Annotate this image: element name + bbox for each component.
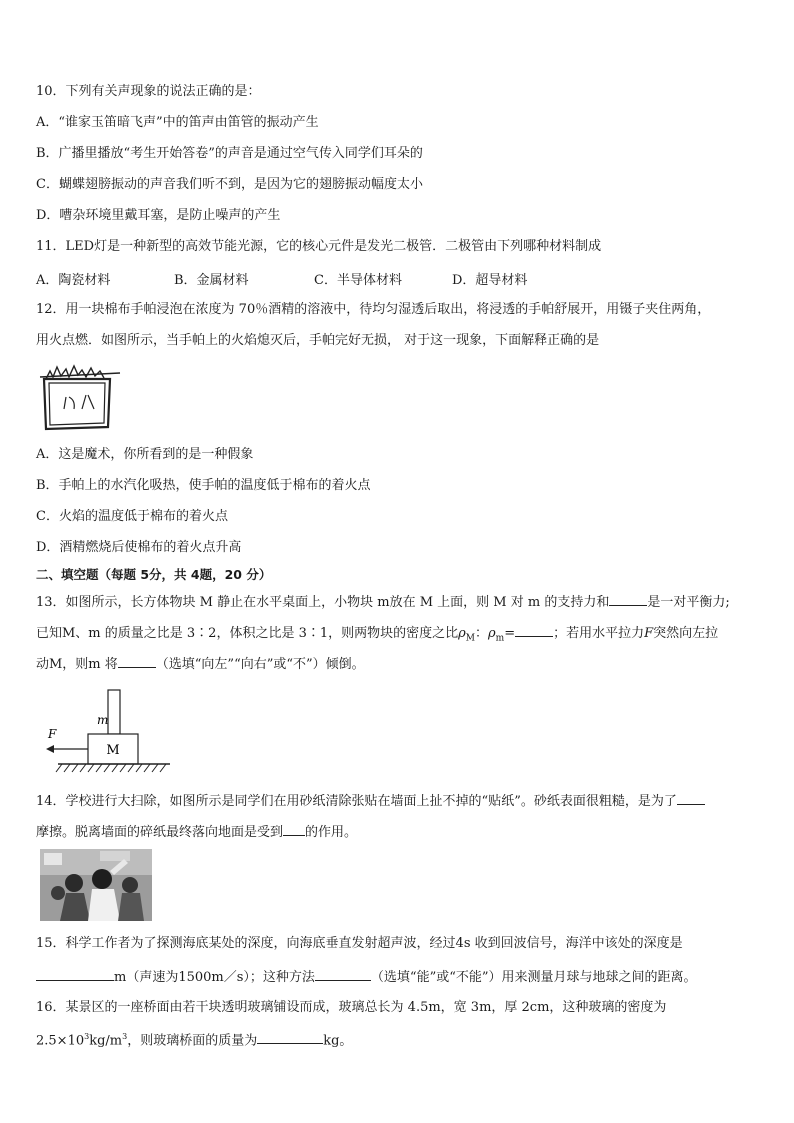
q13-line3 — [36, 653, 365, 674]
q15-blank1[interactable] — [36, 966, 114, 981]
q14-line2-text: 摩擦。脱离墙面的碎纸最终落向地面是受到 — [36, 825, 284, 840]
q12-stem-line1: 12．用一块棉布手帕浸泡在浓度为 70％酒精的溶液中，待均匀湿透后取出，将浸透的手帕舒展开，用镊子夹住两角， — [36, 302, 711, 317]
q11-options — [36, 269, 596, 287]
q15-line2-tail: （选填“能”或“不能”）用来测量月球与地球之间的距离。 — [370, 970, 697, 985]
q16-line2 — [36, 1028, 352, 1050]
q11-option-b: B．金属材料 — [174, 273, 249, 288]
q16-exponent: 3 — [84, 1032, 90, 1041]
q12-stem-line2: 用火点燃．如图所示，当手帕上的火焰熄灭后，手帕完好无损， 对于这一现象，下面解释正确的是 — [36, 333, 600, 348]
q16-unit-exponent: 3 — [122, 1032, 128, 1041]
q14-line2 — [36, 821, 357, 842]
q12-option-b: B．手帕上的水汽化吸热，使手帕的温度低于棉布的着火点 — [36, 478, 371, 493]
q13-line2 — [36, 622, 718, 648]
q13-line1 — [36, 591, 730, 612]
equals-sign: = — [504, 626, 516, 641]
q16-density-unit: kg/m — [89, 1033, 123, 1049]
q11-option-c: C．半导体材料 — [314, 273, 402, 288]
force-arrow-head — [46, 745, 54, 753]
q12-option-c: C．火焰的温度低于棉布的着火点 — [36, 509, 228, 524]
q14-line2-tail: 的作用。 — [305, 825, 358, 840]
q11-option-d: D．超导材料 — [452, 273, 528, 288]
q14-blank2[interactable] — [283, 821, 305, 836]
q14-blank1[interactable] — [677, 790, 705, 805]
rho-symbol-2: ρ — [488, 626, 496, 641]
small-block-m — [108, 690, 120, 734]
q12-option-d: D．酒精燃烧后使棉布的着火点升高 — [36, 540, 242, 555]
q15-blank2[interactable] — [315, 966, 371, 981]
q13-line2-text: 已知M、m 的质量之比是 3∶2，体积之比是 3∶1，则两物块的密度之比 — [36, 626, 459, 641]
q10-option-c: C．蝴蝶翅膀振动的声音我们听不到，是因为它的翅膀振动幅度太小 — [36, 177, 423, 192]
q14-line1-text: 14．学校进行大扫除，如图所示是同学们在用砂纸清除张贴在墙面上扯不掉的“贴纸”。砂纸表面很粗糙，是为了 — [36, 794, 677, 809]
q13-blank3[interactable] — [118, 653, 156, 668]
q13-blank1[interactable] — [609, 591, 647, 606]
rho-sub-m: m — [495, 633, 505, 644]
handkerchief-figure — [38, 363, 122, 433]
q13-line1-tail: 是一对平衡力; — [647, 595, 730, 610]
ratio-colon: ： — [475, 626, 489, 641]
q13-line2-tail: 突然向左拉 — [653, 626, 719, 641]
cleaning-photo-image — [40, 849, 152, 921]
q13-line2-mid: ；若用水平拉力 — [553, 626, 645, 641]
q16-line2-text: ，则玻璃桥面的质量为 — [127, 1033, 258, 1049]
q10-option-a: A．“谁家玉笛暗飞声”中的笛声由笛管的振动产生 — [36, 115, 319, 130]
q13-line1-text: 13．如图所示，长方体物块 M 静止在水平桌面上，小物块 m放在 M 上面，则 M 对 m 的支持力和 — [36, 595, 610, 610]
q11-option-a: A．陶瓷材料 — [36, 273, 111, 288]
label-F: F — [48, 727, 57, 741]
q15-line2 — [36, 966, 697, 987]
section-title-fill-in: 二、填空题（每题 5分，共 4题，20 分） — [36, 567, 272, 582]
cleaning-photo — [40, 849, 152, 921]
q11-stem: 11．LED灯是一种新型的高效节能光源，它的核心元件是发光二极管．二极管由下列哪种材料制成 — [36, 239, 602, 254]
rho-sub-M: M — [465, 633, 475, 644]
label-M: M — [106, 743, 120, 758]
q13-line3-text: 动M，则m 将 — [36, 657, 118, 672]
q16-blank[interactable] — [257, 1029, 323, 1044]
q16-line1: 16．某景区的一座桥面由若干块透明玻璃铺设而成，玻璃总长为 4.5m，宽 3m，厚 2cm，这种玻璃的密度为 — [36, 1000, 667, 1015]
q12-option-a: A．这是魔术，你所看到的是一种假象 — [36, 447, 254, 462]
q10-stem: 10．下列有关声现象的说法正确的是： — [36, 84, 261, 99]
q15-line1: 15．科学工作者为了探测海底某处的深度，向海底垂直发射超声波，经过4s 收到回波信号，海洋中该处的深度是 — [36, 936, 683, 951]
blocks-diagram — [40, 686, 176, 776]
q10-option-d: D．嘈杂环境里戴耳塞，是防止噪声的产生 — [36, 208, 281, 223]
label-m: m — [97, 713, 109, 727]
q16-density-value: 2.5×10 — [36, 1033, 85, 1049]
rho-symbol: ρ — [458, 626, 466, 641]
q14-line1 — [36, 790, 705, 811]
q16-line2-tail: kg。 — [323, 1033, 353, 1049]
q13-line3-tail: （选填“向左”“向右”或“不”）倾倒。 — [155, 657, 365, 672]
q10-option-b: B．广播里播放“考生开始答卷”的声音是通过空气传入同学们耳朵的 — [36, 146, 423, 161]
force-symbol: F — [644, 626, 654, 641]
table-hatching — [56, 764, 166, 772]
q15-line2-text: m（声速为1500m／s）；这种方法 — [114, 970, 315, 985]
q13-blank2[interactable] — [515, 622, 553, 637]
